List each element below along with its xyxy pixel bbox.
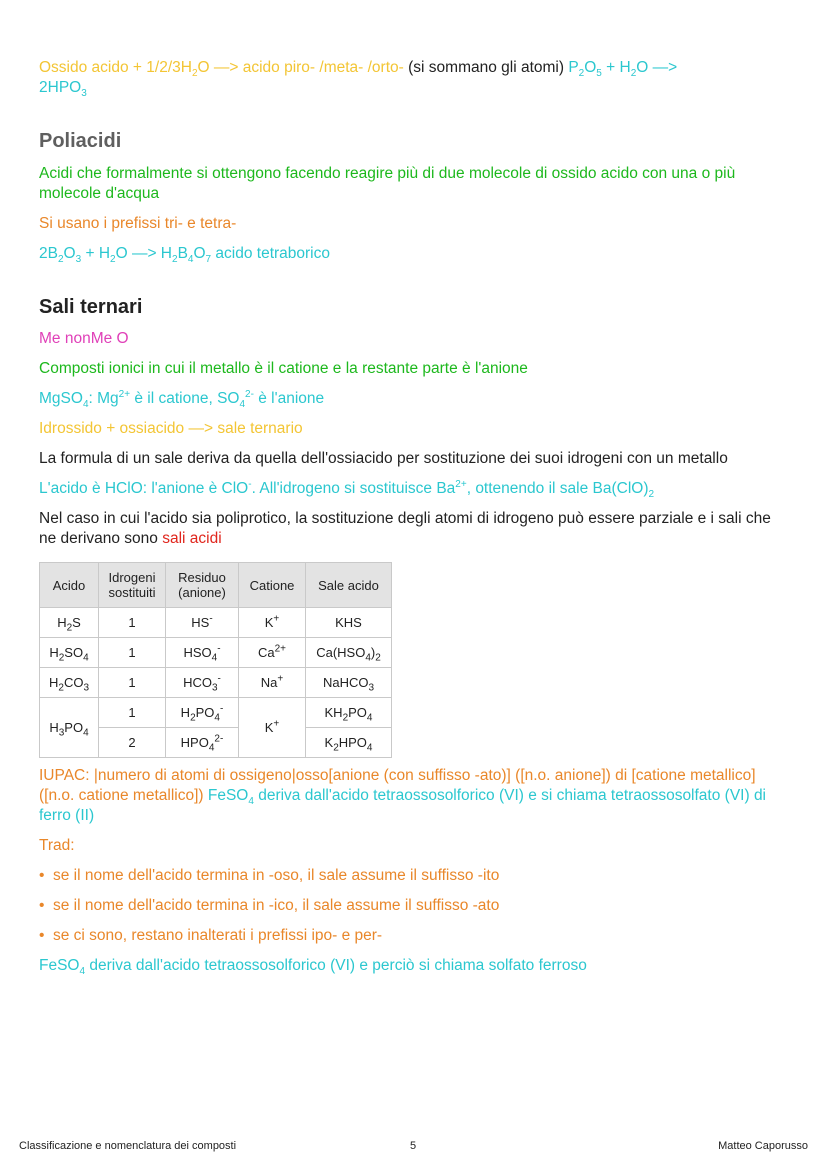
poliacidi-prefixes: Si usano i prefissi tri- e tetra-: [39, 215, 237, 232]
iupac-rule: IUPAC: |numero di atomi di ossigeno|osso[anione (con suffisso -ato)] ([n.o. anione]) di [catione metallico] ([n.o. catione metallico]) FeSO$_4$ deriva dall'acido tetraossosolforico (VI) e si chiama tetraossosolfato (VI) di ferro (II): [39, 767, 767, 824]
sali-reaction: Idrossido + ossiacido —> sale ternario: [39, 420, 303, 437]
sali-formula: Me nonMe O: [39, 330, 129, 347]
bullet-icon: •: [39, 867, 45, 884]
mgso4-example: MgSO$_4$: $Mg^{2+}$ è il catione, $SO_4^{2-}$ è l'anione: [39, 388, 325, 411]
oxide-reaction-line: Ossido acido + $1/2/3H_2O$ —> acido piro- /meta- /orto- (si sommano gli atomi) $P_2O_5 + H_2O$ —> $2HPO_3$: [39, 59, 678, 100]
footer-title: Classificazione e nomenclatura dei composti: [19, 1140, 237, 1152]
list-item: • se il nome dell'acido termina in -oso, il sale assume il suffisso -ito: [39, 867, 500, 884]
header-sale-acido: Sale acido: [306, 563, 392, 608]
header-idrogeni: Idrogeni sostituiti: [99, 563, 166, 608]
feso4-conclusion: FeSO$_4$ deriva dall'acido tetraossosolforico (VI) e perciò si chiama solfato ferroso: [39, 957, 587, 978]
header-acido: Acido: [40, 563, 99, 608]
bullet-icon: •: [39, 897, 45, 914]
poliacidi-title: Poliacidi: [39, 130, 122, 152]
trad-label: Trad:: [39, 837, 75, 854]
poliacidi-description: Acidi che formalmente si ottengono facendo reagire più di due molecole di ossido acido con una o più molecole d'acqua: [39, 165, 736, 202]
sali-formula-description: La formula di un sale deriva da quella dell'ossiacido per sostituzione dei suoi idrogeni con un metallo: [39, 450, 728, 467]
acid-salts-table: [39, 562, 392, 758]
table-header-row: [40, 563, 392, 608]
table-row: $H_2S$ 1 HS- K+ KHS: [40, 608, 392, 638]
page-content: [39, 58, 789, 976]
header-residuo: Residuo (anione): [166, 563, 239, 608]
hclo-example: L'acido è HClO: l'anione è ClO-. All'idrogeno si sostituisce $Ba^{2+}$, ottenendo il sale $Ba(ClO)_2$: [39, 478, 655, 501]
header-catione: Catione: [239, 563, 306, 608]
table-row: $H_2CO_3$ 1 $HCO_3^-$ Na+ NaHCO$_3$: [40, 668, 392, 698]
sali-ternari-title: Sali ternari: [39, 296, 143, 318]
list-item: • se il nome dell'acido termina in -ico, il sale assume il suffisso -ato: [39, 897, 500, 914]
sali-definition: Composti ionici in cui il metallo è il catione e la restante parte è l'anione: [39, 360, 528, 377]
poliacidi-equation: $2B_2O_3 + H_2O$ —> $H_2B_4O_7$ acido tetraborico: [39, 245, 330, 266]
list-item: • se ci sono, restano inalterati i prefissi ipo- e per-: [39, 927, 383, 944]
footer-author: Matteo Caporusso: [718, 1140, 808, 1152]
table-row: $H_2SO_4$ 1 $HSO_4^-$ $Ca^{2+}$ $Ca(HSO_4)_2$: [40, 638, 392, 668]
footer-page-number: 5: [410, 1140, 417, 1152]
table-row: $H_3PO_4$ 1 $H_2PO_4^-$ K+ $KH_2PO_4$: [40, 698, 392, 728]
table-row: 2 $HPO_4^{2-}$ $K_2HPO_4$: [40, 728, 392, 758]
poliprotic-description: Nel caso in cui l'acido sia poliprotico, la sostituzione degli atomi di idrogeno può essere parziale e i sali che ne derivano sono sali acidi: [39, 510, 771, 547]
bullet-icon: •: [39, 927, 45, 944]
